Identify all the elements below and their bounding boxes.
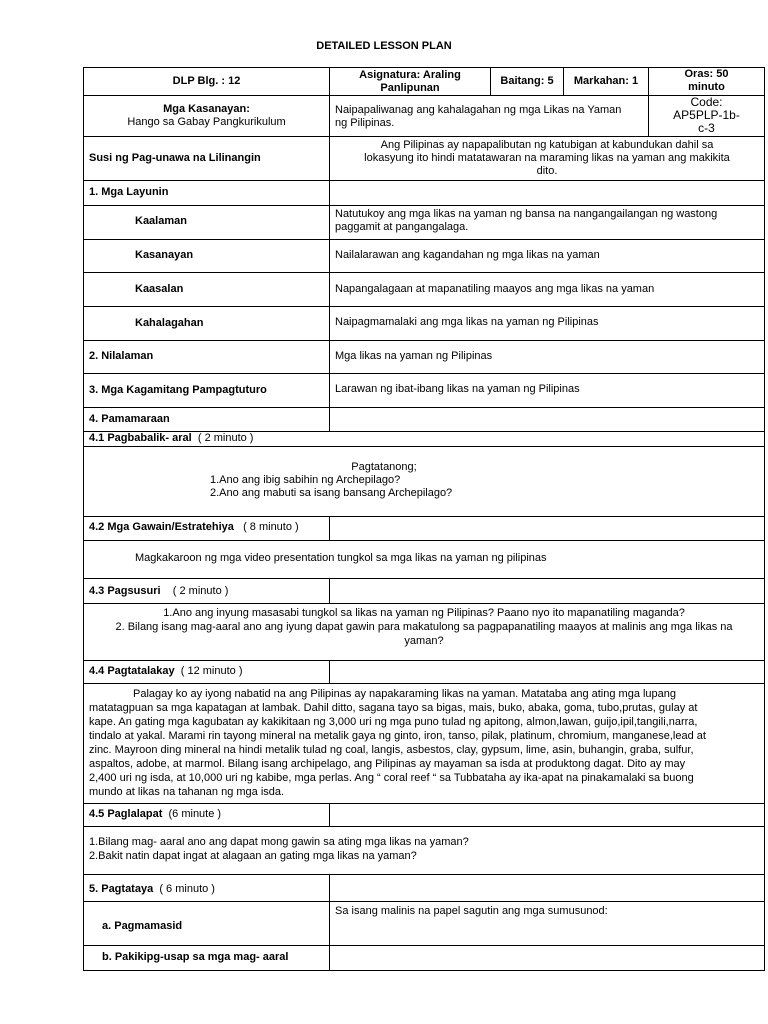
kagamitan-label: 3. Mga Kagamitang Pampagtuturo	[89, 384, 267, 396]
section-4-2-label: 4.2 Mga Gawain/Estratehiya	[89, 521, 234, 533]
s44-line-2: kape. An gating mga kagubatan ay kakikitaan ng 3,000 uri ng mga puno tulad ng apitong, almon,lawan, guijo,ipil,tangili,narra,	[89, 716, 698, 728]
kasanayan-text-line1: Naipapaliwanag ang kahalagahan ng mga Likas na Yaman	[335, 104, 622, 116]
kaalaman-line2: paggamit at pangangalaga.	[335, 221, 469, 233]
kasanayan-text	[330, 96, 648, 136]
s44-line-5: aspaltos, adobe, at marmol. Bilang isang archipelago, ang Pilipinas ay mayaman sa isda at produktong dagat. Dito ay may	[89, 758, 686, 770]
oras-line2: minuto	[688, 81, 725, 93]
section-4-4-header	[84, 661, 484, 683]
s44-line-3: tindalo at yakal. Marami rin tayong mineral na metalik gaya ng ginto, iron, tanso, pilak, platinum, chromium, manganese,lead at	[89, 730, 706, 742]
section-5-time: ( 6 minuto )	[159, 883, 215, 895]
s44-line-1: matatagpuan sa mga kapatagan at lambak. Dahil ditto, sagana tayo sa bigas, mais, buko, abaka, goma, tubo,prutas, gulay at	[89, 702, 698, 714]
section-4-4-label: 4.4 Pagtatalakay	[89, 665, 175, 677]
susi-line2: lokasyung ito hindi matatawaran na maraming likas na yaman ang makikita	[364, 152, 730, 164]
kaalaman-line1: Natutukoy ang mga likas na yaman ng bansa na nangangailangan ng wastong	[335, 208, 718, 220]
nilalaman-label: 2. Nilalaman	[89, 350, 154, 362]
baitang: Baitang: 5	[500, 75, 554, 87]
dlp-number: DLP Blg. : 12	[172, 75, 241, 87]
section-4-4-time: ( 12 minuto )	[180, 665, 243, 677]
kahalagahan-text: Naipagmamalaki ang mga likas na yaman ng Pilipinas	[335, 316, 599, 328]
s44-line-6: 2,400 uri ng isda, at 10,000 uri ng kabibe, mga perlas. Ang “ coral reef “ sa Tubbataha ay ika-apat na pinakamalaki sa buong	[89, 772, 694, 784]
kaalaman-text	[330, 206, 764, 239]
section-5-label: 5. Pagtataya	[89, 883, 154, 895]
susi-label: Susi ng Pag-unawa na Lilinangin	[89, 152, 261, 164]
code-cell	[649, 96, 764, 136]
pamamaraan-label: 4. Pamamaraan	[89, 413, 170, 425]
code-line3: c-3	[698, 121, 715, 135]
kaasalan-label: Kaasalan	[135, 283, 184, 295]
pagmamasid-text: Sa isang malinis na papel sagutin ang mga sumusunod:	[335, 905, 608, 917]
kasanayan-text-line2: ng Pilipinas.	[335, 117, 395, 129]
section-4-5-label: 4.5 Paglalapat	[89, 808, 163, 820]
s45-line2: 2.Bakit natin dapat ingat at alagaan an gating mga likas na yaman?	[89, 850, 417, 862]
s41-heading: Pagtatanong;	[351, 461, 417, 473]
s44-line-4: zinc. Mayroon ding mineral na hindi metalik tulad ng coal, langis, asbestos, clay, gypsum, lime, asin, buhangin, graba, sulfur,	[89, 744, 694, 756]
susi-text	[330, 137, 764, 180]
s43-line1: 1.Ano ang inyung masasabi tungkol sa likas na yaman ng Pilipinas? Paano nyo ito mapanatiling maganda?	[163, 607, 685, 619]
kaasalan-text: Napangalagaan at mapanatiling maayos ang mga likas na yaman	[335, 283, 655, 295]
kasanayan-label: Mga Kasanayan:	[163, 103, 250, 115]
layunin-label: 1. Mga Layunin	[89, 186, 169, 198]
s41-q2: 2.Ano ang mabuti sa isang bansang Archepilago?	[210, 487, 453, 499]
kahalagahan-label: Kahalagahan	[135, 317, 204, 329]
section-4-5-header	[84, 804, 484, 826]
asignatura	[330, 68, 490, 95]
kasanayan-label-cell	[84, 96, 329, 136]
pakikipag-usap-label: b. Pakikipg-usap sa mga mag- aaral	[102, 951, 289, 963]
s44-line-7: mundo at likas na tahanan ng mga isda.	[89, 786, 285, 798]
section-4-3-label: 4.3 Pagsusuri	[89, 585, 161, 597]
oras	[649, 68, 764, 95]
markahan: Markahan: 1	[573, 75, 639, 87]
nilalaman-text: Mga likas na yaman ng Pilipinas	[335, 350, 493, 362]
kasanayan-sublabel: Hango sa Gabay Pangkurikulum	[127, 116, 286, 128]
kaalaman-label: Kaalaman	[135, 215, 187, 227]
code-line2: AP5PLP-1b-	[673, 108, 740, 122]
section-4-2-time: ( 8 minuto )	[243, 521, 299, 533]
susi-line1: Ang Pilipinas ay napapalibutan ng katubigan at kabundukan dahil sa	[380, 139, 714, 151]
section-4-1-time: ( 2 minuto )	[197, 432, 254, 444]
section-4-1-label: 4.1 Pagbabalik- aral	[89, 432, 192, 444]
section-5-header	[84, 875, 329, 901]
section-4-3-header	[84, 579, 484, 603]
kasanayan-obj-label: Kasanayan	[135, 249, 194, 261]
section-4-1-header	[84, 432, 484, 446]
kagamitan-text: Larawan ng ibat-ibang likas na yaman ng Pilipinas	[335, 383, 580, 395]
s42-text: Magkakaroon ng mga video presentation tungkol sa mga likas na yaman ng pilipinas	[135, 552, 547, 564]
s45-line1: 1.Bilang mag- aaral ano ang dapat mong gawin sa ating mga likas na yaman?	[89, 836, 469, 848]
s41-q1: 1.Ano ang ibig sabihin ng Archepilago?	[210, 474, 401, 486]
page-title: DETAILED LESSON PLAN	[316, 40, 452, 52]
s44-line-0: Palagay ko ay iyong nabatid na ang Pilipinas ay napakaraming likas na yaman. Matataba ang ating mga lupang	[133, 688, 677, 700]
asignatura-line2: Panlipunan	[380, 82, 440, 94]
kasanayan-obj-text: Nailalarawan ang kagandahan ng mga likas na yaman	[335, 249, 600, 261]
asignatura-line1: Asignatura: Araling	[359, 69, 461, 81]
susi-line3: dito.	[536, 165, 558, 177]
s43-line2: 2. Bilang isang mag-aaral ano ang iyung dapat gawin para makatulong sa pagpapanatiling maayos at malinis ang mga likas na	[115, 621, 733, 633]
section-4-2-header	[84, 517, 484, 540]
oras-line1: Oras: 50	[684, 68, 729, 80]
s43-line3: yaman?	[404, 635, 444, 647]
section-4-5-time: (6 minute )	[168, 808, 222, 820]
code-line1: Code:	[690, 95, 723, 109]
pagmamasid-label: a. Pagmamasid	[102, 920, 183, 932]
section-4-3-time: ( 2 minuto )	[172, 585, 229, 597]
